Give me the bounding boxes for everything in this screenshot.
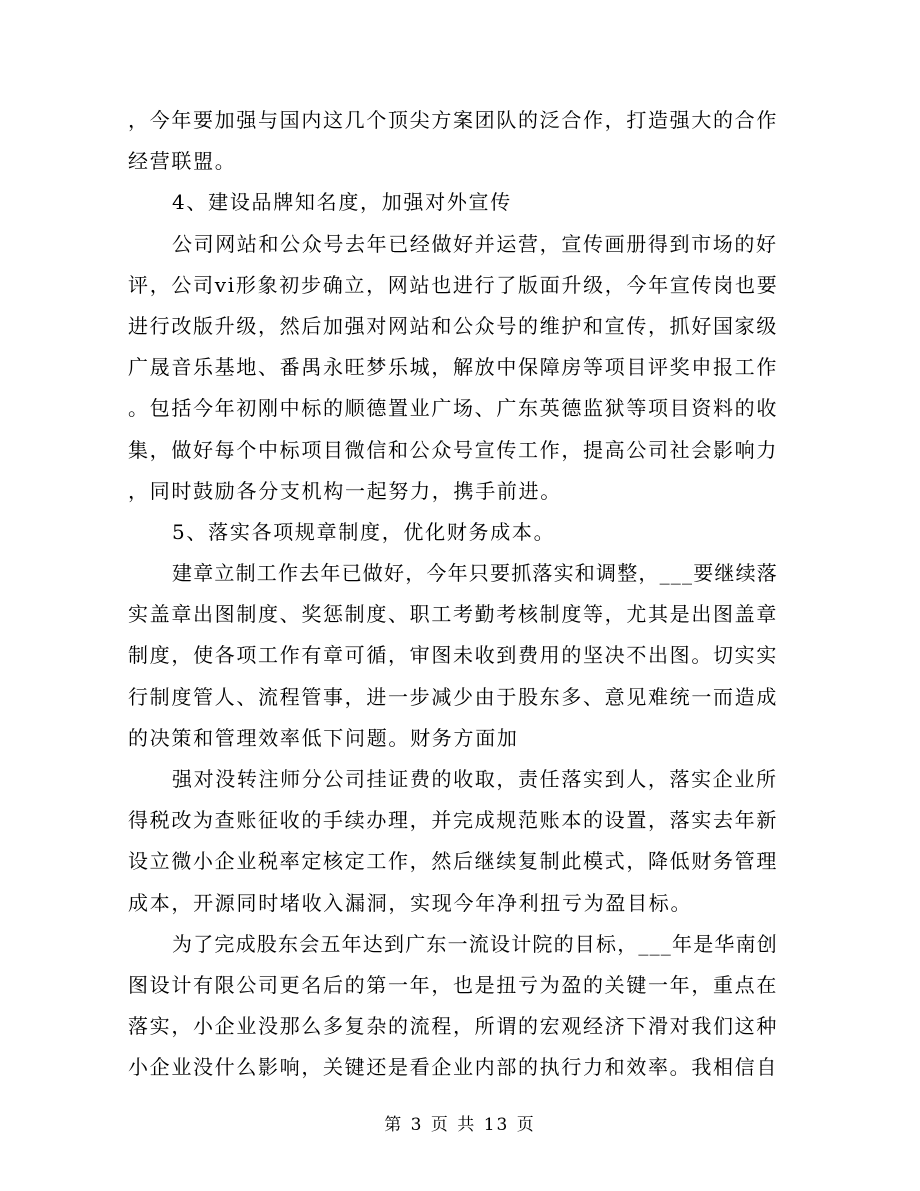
text-line: 得税改为查账征收的手续办理，并完成规范账本的设置，落实去年新 xyxy=(128,808,778,833)
text-line: ，今年要加强与国内这几个顶尖方案团队的泛合作，打造强大的合作 xyxy=(128,108,778,132)
text-line: 行制度管人、流程管事，进一步减少由于股东多、意见难统一而造成 xyxy=(128,684,778,709)
text-line: 评，公司vi形象初步确立，网站也进行了版面升级，今年宣传岗也要 xyxy=(128,272,779,297)
text-line: 公司网站和公众号去年已经做好并运营，宣传画册得到市场的好 xyxy=(172,231,778,256)
text-line: 进行改版升级，然后加强对网站和公众号的维护和宣传，抓好国家级 xyxy=(128,313,778,338)
text-line: 小企业没什么影响，关键还是看企业内部的执行力和效率。我相信自 xyxy=(128,1055,778,1080)
text-line: ，同时鼓励各分支机构一起努力，携手前进。 xyxy=(128,478,562,503)
text-line: 经营联盟。 xyxy=(128,149,237,174)
text-line: 设立微小企业税率定核定工作，然后继续复制此模式，降低财务管理 xyxy=(128,849,778,874)
text-line: 图设计有限公司更名后的第一年，也是扭亏为盈的关键一年，重点在 xyxy=(128,972,778,997)
page-footer: 第 3 页 共 13 页 xyxy=(384,1115,536,1135)
text-line: 。包括今年初刚中标的顺德置业广场、广东英德监狱等项目资料的收 xyxy=(128,396,778,421)
text-line: 为了完成股东会五年达到广东一流设计院的目标，___年是华南创 xyxy=(172,931,778,956)
text-line: 落实，小企业没那么多复杂的流程，所谓的宏观经济下滑对我们这种 xyxy=(128,1014,778,1039)
text-line: 实盖章出图制度、奖惩制度、职工考勤考核制度等，尤其是出图盖章 xyxy=(128,602,778,627)
text-line: 4、建设品牌知名度，加强对外宣传 xyxy=(172,190,512,215)
text-line: 的决策和管理效率低下问题。财务方面加 xyxy=(128,725,519,750)
text-line: 5、落实各项规章制度，优化财务成本。 xyxy=(172,519,556,544)
document-body xyxy=(128,100,778,1089)
text-line: 制度，使各项工作有章可循，审图未收到费用的坚决不出图。切实实 xyxy=(128,643,778,668)
text-line: 集，做好每个中标项目微信和公众号宣传工作，提高公司社会影响力 xyxy=(128,437,778,462)
text-line: 广晟音乐基地、番禺永旺梦乐城，解放中保障房等项目评奖申报工作 xyxy=(128,355,778,380)
text-line: 强对没转注师分公司挂证费的收取，责任落实到人，落实企业所 xyxy=(172,767,778,791)
text-line: 成本，开源同时堵收入漏洞，实现今年净利扭亏为盈目标。 xyxy=(128,890,693,915)
text-line: 建章立制工作去年已做好，今年只要抓落实和调整，___要继续落 xyxy=(172,561,778,586)
